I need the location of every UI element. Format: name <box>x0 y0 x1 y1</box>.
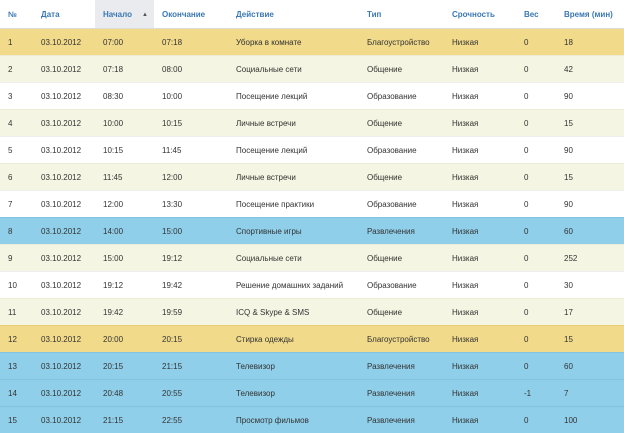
table-row[interactable] <box>0 137 624 164</box>
cell-date: 03.10.2012 <box>33 407 95 433</box>
cell-date: 03.10.2012 <box>33 29 95 56</box>
cell-minutes: 60 <box>556 353 624 380</box>
cell-start: 20:00 <box>95 326 154 353</box>
cell-urgency: Низкая <box>444 245 516 272</box>
cell-urgency: Низкая <box>444 407 516 433</box>
cell-date: 03.10.2012 <box>33 245 95 272</box>
cell-num: 8 <box>0 218 33 245</box>
cell-start: 14:00 <box>95 218 154 245</box>
table-row[interactable] <box>0 407 624 433</box>
cell-date: 03.10.2012 <box>33 218 95 245</box>
cell-type: Образование <box>359 272 444 299</box>
cell-end: 20:55 <box>154 380 228 407</box>
cell-type: Общение <box>359 164 444 191</box>
cell-urgency: Низкая <box>444 137 516 164</box>
table-row[interactable] <box>0 353 624 380</box>
cell-start: 10:00 <box>95 110 154 137</box>
column-header-start-label: Начало <box>103 10 132 19</box>
cell-num: 10 <box>0 272 33 299</box>
cell-num: 12 <box>0 326 33 353</box>
cell-action: Уборка в комнате <box>228 29 359 56</box>
table-row[interactable] <box>0 56 624 83</box>
cell-num: 1 <box>0 29 33 56</box>
cell-action: Решение домашних заданий <box>228 272 359 299</box>
cell-date: 03.10.2012 <box>33 164 95 191</box>
cell-date: 03.10.2012 <box>33 137 95 164</box>
cell-weight: 0 <box>516 164 556 191</box>
cell-num: 4 <box>0 110 33 137</box>
cell-action: ICQ & Skype & SMS <box>228 299 359 326</box>
cell-date: 03.10.2012 <box>33 191 95 218</box>
cell-type: Благоустройство <box>359 326 444 353</box>
cell-type: Благоустройство <box>359 29 444 56</box>
cell-date: 03.10.2012 <box>33 272 95 299</box>
cell-urgency: Низкая <box>444 56 516 83</box>
cell-date: 03.10.2012 <box>33 56 95 83</box>
cell-weight: 0 <box>516 83 556 110</box>
cell-minutes: 90 <box>556 191 624 218</box>
cell-start: 11:45 <box>95 164 154 191</box>
cell-urgency: Низкая <box>444 299 516 326</box>
cell-urgency: Низкая <box>444 380 516 407</box>
table-row[interactable] <box>0 29 624 56</box>
cell-type: Образование <box>359 191 444 218</box>
cell-num: 2 <box>0 56 33 83</box>
cell-minutes: 15 <box>556 326 624 353</box>
cell-num: 7 <box>0 191 33 218</box>
cell-action: Посещение практики <box>228 191 359 218</box>
cell-weight: 0 <box>516 326 556 353</box>
column-header-num[interactable]: № <box>0 0 33 29</box>
cell-urgency: Низкая <box>444 83 516 110</box>
cell-action: Стирка одежды <box>228 326 359 353</box>
cell-end: 15:00 <box>154 218 228 245</box>
cell-start: 21:15 <box>95 407 154 433</box>
cell-urgency: Низкая <box>444 29 516 56</box>
cell-weight: 0 <box>516 137 556 164</box>
table-row[interactable] <box>0 83 624 110</box>
table-row[interactable] <box>0 326 624 353</box>
cell-start: 10:15 <box>95 137 154 164</box>
cell-action: Личные встречи <box>228 164 359 191</box>
cell-type: Развлечения <box>359 218 444 245</box>
cell-start: 20:48 <box>95 380 154 407</box>
cell-weight: 0 <box>516 191 556 218</box>
cell-date: 03.10.2012 <box>33 83 95 110</box>
cell-start: 15:00 <box>95 245 154 272</box>
table-row[interactable] <box>0 380 624 407</box>
column-header-date[interactable]: Дата <box>33 0 95 29</box>
cell-end: 10:00 <box>154 83 228 110</box>
cell-end: 12:00 <box>154 164 228 191</box>
cell-num: 11 <box>0 299 33 326</box>
cell-end: 13:30 <box>154 191 228 218</box>
cell-minutes: 100 <box>556 407 624 433</box>
table-row[interactable] <box>0 191 624 218</box>
cell-minutes: 42 <box>556 56 624 83</box>
cell-num: 5 <box>0 137 33 164</box>
table-row[interactable] <box>0 110 624 137</box>
cell-end: 10:15 <box>154 110 228 137</box>
cell-weight: 0 <box>516 407 556 433</box>
column-header-end[interactable]: Окончание <box>154 0 228 29</box>
cell-start: 07:00 <box>95 29 154 56</box>
cell-end: 07:18 <box>154 29 228 56</box>
cell-weight: 0 <box>516 299 556 326</box>
cell-start: 12:00 <box>95 191 154 218</box>
cell-end: 08:00 <box>154 56 228 83</box>
cell-date: 03.10.2012 <box>33 326 95 353</box>
cell-type: Развлечения <box>359 407 444 433</box>
cell-start: 08:30 <box>95 83 154 110</box>
cell-num: 13 <box>0 353 33 380</box>
table-row[interactable] <box>0 272 624 299</box>
cell-urgency: Низкая <box>444 272 516 299</box>
cell-weight: 0 <box>516 245 556 272</box>
cell-date: 03.10.2012 <box>33 380 95 407</box>
cell-date: 03.10.2012 <box>33 299 95 326</box>
cell-end: 20:15 <box>154 326 228 353</box>
cell-action: Телевизор <box>228 380 359 407</box>
cell-weight: -1 <box>516 380 556 407</box>
cell-minutes: 17 <box>556 299 624 326</box>
cell-type: Развлечения <box>359 380 444 407</box>
cell-num: 15 <box>0 407 33 433</box>
cell-start: 19:42 <box>95 299 154 326</box>
sort-ascending-icon: ▲ <box>142 12 148 18</box>
cell-type: Общение <box>359 56 444 83</box>
column-header-urgency[interactable]: Срочность <box>444 0 516 29</box>
cell-weight: 0 <box>516 29 556 56</box>
cell-weight: 0 <box>516 272 556 299</box>
cell-date: 03.10.2012 <box>33 353 95 380</box>
cell-action: Спортивные игры <box>228 218 359 245</box>
cell-minutes: 30 <box>556 272 624 299</box>
table-row[interactable] <box>0 164 624 191</box>
cell-num: 14 <box>0 380 33 407</box>
cell-minutes: 15 <box>556 164 624 191</box>
table-row[interactable] <box>0 218 624 245</box>
cell-end: 11:45 <box>154 137 228 164</box>
cell-action: Личные встречи <box>228 110 359 137</box>
cell-urgency: Низкая <box>444 353 516 380</box>
cell-type: Образование <box>359 137 444 164</box>
cell-urgency: Низкая <box>444 326 516 353</box>
cell-type: Общение <box>359 245 444 272</box>
table-body <box>0 29 624 433</box>
column-header-start[interactable] <box>95 0 154 29</box>
cell-action: Социальные сети <box>228 56 359 83</box>
cell-weight: 0 <box>516 110 556 137</box>
table-row[interactable] <box>0 299 624 326</box>
header-row <box>0 0 624 29</box>
cell-urgency: Низкая <box>444 164 516 191</box>
cell-action: Телевизор <box>228 353 359 380</box>
cell-minutes: 7 <box>556 380 624 407</box>
cell-minutes: 15 <box>556 110 624 137</box>
cell-action: Социальные сети <box>228 245 359 272</box>
cell-minutes: 60 <box>556 218 624 245</box>
cell-end: 19:42 <box>154 272 228 299</box>
cell-type: Развлечения <box>359 353 444 380</box>
column-header-minutes[interactable]: Время (мин) <box>556 0 624 29</box>
cell-type: Общение <box>359 110 444 137</box>
cell-num: 3 <box>0 83 33 110</box>
cell-end: 21:15 <box>154 353 228 380</box>
cell-minutes: 18 <box>556 29 624 56</box>
cell-start: 20:15 <box>95 353 154 380</box>
cell-end: 19:59 <box>154 299 228 326</box>
cell-action: Посещение лекций <box>228 137 359 164</box>
cell-type: Общение <box>359 299 444 326</box>
column-header-weight[interactable]: Вес <box>516 0 556 29</box>
cell-minutes: 252 <box>556 245 624 272</box>
cell-urgency: Низкая <box>444 110 516 137</box>
cell-action: Посещение лекций <box>228 83 359 110</box>
cell-type: Образование <box>359 83 444 110</box>
cell-minutes: 90 <box>556 137 624 164</box>
cell-action: Просмотр фильмов <box>228 407 359 433</box>
column-header-action[interactable]: Действие <box>228 0 359 29</box>
column-header-type[interactable]: Тип <box>359 0 444 29</box>
cell-urgency: Низкая <box>444 218 516 245</box>
cell-num: 6 <box>0 164 33 191</box>
cell-weight: 0 <box>516 353 556 380</box>
cell-urgency: Низкая <box>444 191 516 218</box>
cell-weight: 0 <box>516 218 556 245</box>
cell-minutes: 90 <box>556 83 624 110</box>
table-row[interactable] <box>0 245 624 272</box>
cell-num: 9 <box>0 245 33 272</box>
cell-date: 03.10.2012 <box>33 110 95 137</box>
cell-weight: 0 <box>516 56 556 83</box>
cell-start: 07:18 <box>95 56 154 83</box>
cell-end: 19:12 <box>154 245 228 272</box>
cell-start: 19:12 <box>95 272 154 299</box>
cell-end: 22:55 <box>154 407 228 433</box>
